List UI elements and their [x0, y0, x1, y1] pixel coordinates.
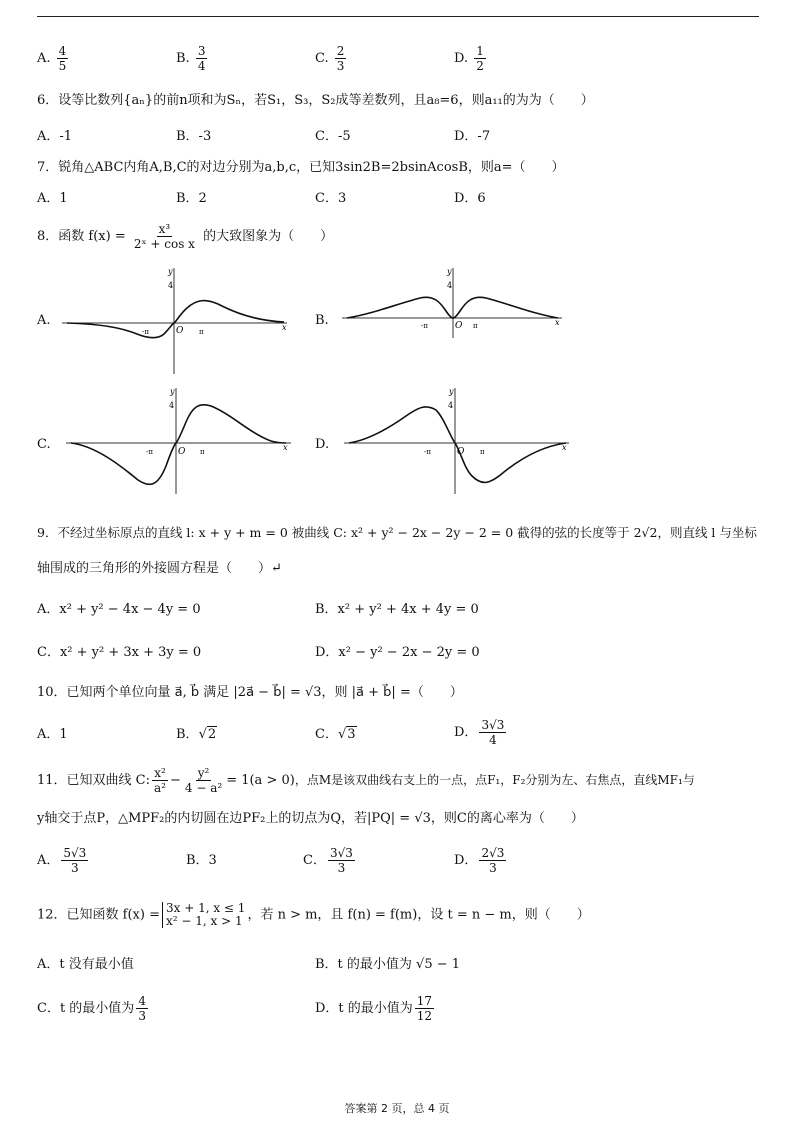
option-label: C.	[315, 51, 329, 66]
q5-option-a[interactable]	[37, 44, 70, 73]
q5-option-c[interactable]	[315, 44, 348, 73]
q8-label-c[interactable]: C.	[37, 437, 51, 452]
tick-pos-pi: π	[200, 448, 205, 456]
numerator: 3√3	[329, 846, 353, 860]
tick-neg-pi: -π	[142, 328, 149, 336]
numerator: 2√3	[481, 846, 505, 860]
numerator: 17	[416, 994, 433, 1008]
top-rule	[37, 16, 759, 17]
tick-4-label: 4	[169, 401, 175, 410]
tick-neg-pi: -π	[424, 448, 431, 456]
fraction	[474, 44, 486, 73]
curve	[71, 405, 286, 485]
tick-4-label: 4	[168, 281, 174, 290]
denominator: 3	[337, 861, 346, 875]
axis-y-label: y	[168, 267, 173, 276]
q9-option-d[interactable]: D．x² − y² − 2x − 2y = 0	[315, 645, 480, 660]
fraction	[136, 994, 148, 1023]
piecewise-brace	[162, 902, 245, 928]
tick-neg-pi: -π	[146, 448, 153, 456]
option-label: C．	[303, 853, 326, 868]
numerator: 4	[138, 994, 146, 1008]
q8-graph-c[interactable]	[66, 386, 296, 496]
q12-option-b[interactable]: B．t 的最小值为 √5 − 1	[315, 957, 461, 972]
q12-option-a[interactable]: A．t 没有最小值	[37, 957, 134, 972]
case-2: x² − 1, x > 1	[166, 914, 243, 928]
numerator: x³	[158, 222, 171, 236]
fraction	[196, 44, 208, 73]
numerator: 4	[58, 44, 67, 58]
denominator: 3	[489, 861, 497, 875]
option-label: C．t 的最小值为	[37, 1001, 135, 1016]
q7-stem: 7．锐角△ABC内角A,B,C的对边分别为a,b,c，已知3sin2B=2bsinAcosB，则a=（ ）	[37, 160, 565, 175]
tick-pos-pi: π	[199, 328, 204, 336]
origin-label: O	[455, 321, 463, 331]
q10-option-d[interactable]	[454, 718, 508, 747]
q8-graph-b[interactable]	[342, 266, 567, 341]
q9-stem-line2: 轴围成的三角形的外接圆方程是（ ）↵	[37, 561, 282, 576]
option-label: D．	[454, 725, 478, 740]
q8-suffix: 的大致图象为（ ）	[203, 229, 334, 244]
q11-stem-line2: y轴交于点P，△MPF₂的内切圆在边PF₂上的切点为Q，若|PQ| = √3，则C的离心率为（ ）	[37, 811, 584, 826]
q11-stem-line1: 11．已知双曲线 C: $\frac{\text{x²}}{\text{a²}}$ − $\frac{\text{y²}}{\text{4 − a²}}$ = 1(a > 0)，点M是该双曲线右支上的一点，点F₁，F₂分别为左、右焦点，直线MF₁与	[37, 766, 695, 795]
q5-option-b[interactable]	[176, 44, 209, 73]
fraction	[183, 766, 224, 795]
numerator: y²	[197, 766, 210, 780]
axis-x-label: x	[282, 323, 287, 332]
numerator: 5√3	[63, 846, 87, 860]
eq-tail: = 1(a > 0)	[226, 773, 295, 788]
q9-option-b[interactable]: B．x² + y² + 4x + 4y = 0	[315, 602, 479, 617]
denominator: a²	[154, 781, 166, 795]
option-label: B．	[176, 727, 199, 742]
option-label: C．	[315, 727, 338, 742]
q6-option-b[interactable]: B．-3	[176, 129, 212, 144]
axis-x-label: x	[562, 443, 567, 452]
option-label: D．	[454, 853, 478, 868]
q6-option-c[interactable]: C．-5	[315, 129, 351, 144]
origin-label: O	[176, 326, 184, 336]
q7-option-d[interactable]: D．6	[454, 191, 486, 206]
q9-stem-line1: 9．不经过坐标原点的直线 l: x + y + m = 0 被曲线 C: x² + y² − 2x − 2y − 2 = 0 截得的弦的长度等于 2√2，则直线 l 与坐标	[37, 525, 757, 540]
axis-x-label: x	[283, 443, 288, 452]
denominator: 2ˣ + cos x	[133, 237, 195, 251]
q11-option-b[interactable]: B．3	[186, 853, 217, 868]
q12-option-c[interactable]	[37, 994, 150, 1023]
curve	[349, 407, 566, 483]
q8-prefix: 8．函数 f(x) =	[37, 229, 126, 244]
q10-stem: 10．已知两个单位向量 a⃗, b⃗ 满足 |2a⃗ − b⃗| = √3，则 |a⃗ + b⃗| =（ ）	[37, 685, 463, 700]
denominator: 12	[416, 1009, 433, 1023]
denominator: 3	[71, 861, 79, 875]
q8-graph-a[interactable]	[62, 266, 292, 376]
q9-option-c[interactable]: C．x² + y² + 3x + 3y = 0	[37, 645, 202, 660]
numerator: 2	[336, 44, 345, 58]
tick-pos-pi: π	[480, 448, 485, 456]
sqrt: √3	[337, 727, 356, 742]
q6-option-d[interactable]: D．-7	[454, 129, 491, 144]
q6-stem: 6．设等比数列{aₙ}的前n项和为Sₙ，若S₁，S₃，S₂成等差数列，且a₈=6，则a₁₁的为为（ ）	[37, 93, 594, 108]
q9-option-a[interactable]: A．x² + y² − 4x − 4y = 0	[37, 602, 201, 617]
q8-stem	[37, 222, 333, 251]
tick-4-label: 4	[448, 401, 454, 410]
q11-option-a[interactable]	[37, 846, 90, 875]
tick-4-label: 4	[447, 281, 453, 290]
denominator: 3	[336, 59, 345, 73]
q8-graph-d[interactable]	[344, 386, 574, 496]
denominator: 5	[58, 59, 67, 73]
fraction	[479, 718, 506, 747]
option-label: D．t 的最小值为	[315, 1001, 413, 1016]
numerator: 1	[476, 44, 484, 58]
fraction	[328, 846, 355, 875]
q8-label-d[interactable]: D.	[315, 437, 330, 452]
q12-option-d[interactable]	[315, 994, 436, 1023]
case-1: 3x + 1, x ≤ 1	[166, 901, 246, 915]
q7-option-b[interactable]: B．2	[176, 191, 207, 206]
axis-y-label: y	[449, 387, 454, 396]
option-label: A．	[37, 853, 60, 868]
q11-option-c[interactable]	[303, 846, 357, 875]
q7-option-c[interactable]: C．3	[315, 191, 347, 206]
fraction	[152, 766, 168, 795]
q6-option-a[interactable]: A．-1	[37, 129, 73, 144]
option-label: D.	[454, 51, 469, 66]
q5-option-d[interactable]	[454, 44, 488, 73]
q12-prefix: 12．已知函数 f(x) =	[37, 907, 160, 923]
sqrt: √2	[198, 727, 217, 742]
axis-y-label: y	[170, 387, 175, 396]
radicand: 2	[207, 727, 217, 742]
fraction	[57, 44, 69, 73]
origin-label: O	[178, 447, 186, 457]
denominator: 4	[489, 733, 497, 747]
denominator: 4 − a²	[184, 781, 223, 795]
tick-neg-pi: -π	[421, 322, 428, 330]
q8-label-b[interactable]: B.	[315, 313, 329, 328]
q12-stem	[37, 902, 590, 928]
origin-label: O	[457, 447, 465, 457]
axis-x-label: x	[555, 318, 560, 327]
fraction	[61, 846, 88, 875]
option-label: B.	[176, 51, 190, 66]
denominator: 2	[476, 59, 484, 73]
tick-pos-pi: π	[473, 322, 478, 330]
fraction	[415, 994, 434, 1023]
q11-prefix: 11．已知双曲线 C:	[37, 773, 151, 788]
q10-option-c[interactable]	[315, 726, 357, 744]
q11-suffix: ，点M是该双曲线右支上的一点，点F₁，F₂分别为左、右焦点，直线MF₁与	[294, 773, 695, 787]
radicand: 3	[347, 727, 356, 742]
q8-fraction	[132, 222, 197, 251]
fraction	[479, 846, 506, 875]
denominator: 4	[197, 59, 206, 73]
axis-y-label: y	[447, 267, 452, 276]
fraction	[335, 44, 347, 73]
numerator: 3	[197, 44, 206, 58]
q11-option-d[interactable]	[454, 846, 508, 875]
q7-option-a[interactable]: A．1	[37, 191, 68, 206]
q10-option-a[interactable]: A．1	[37, 727, 68, 742]
page-footer: 答案第 2 页，总 4 页	[344, 1102, 450, 1115]
denominator: 3	[138, 1009, 146, 1023]
numerator: x²	[154, 766, 166, 780]
numerator: 3√3	[481, 718, 505, 732]
q10-option-b[interactable]	[176, 726, 217, 744]
option-label: A.	[37, 51, 51, 66]
q12-suffix: ，若 n > m，且 f(n) = f(m)，设 t = n − m，则（ ）	[247, 907, 590, 923]
q8-label-a[interactable]: A.	[37, 313, 51, 328]
